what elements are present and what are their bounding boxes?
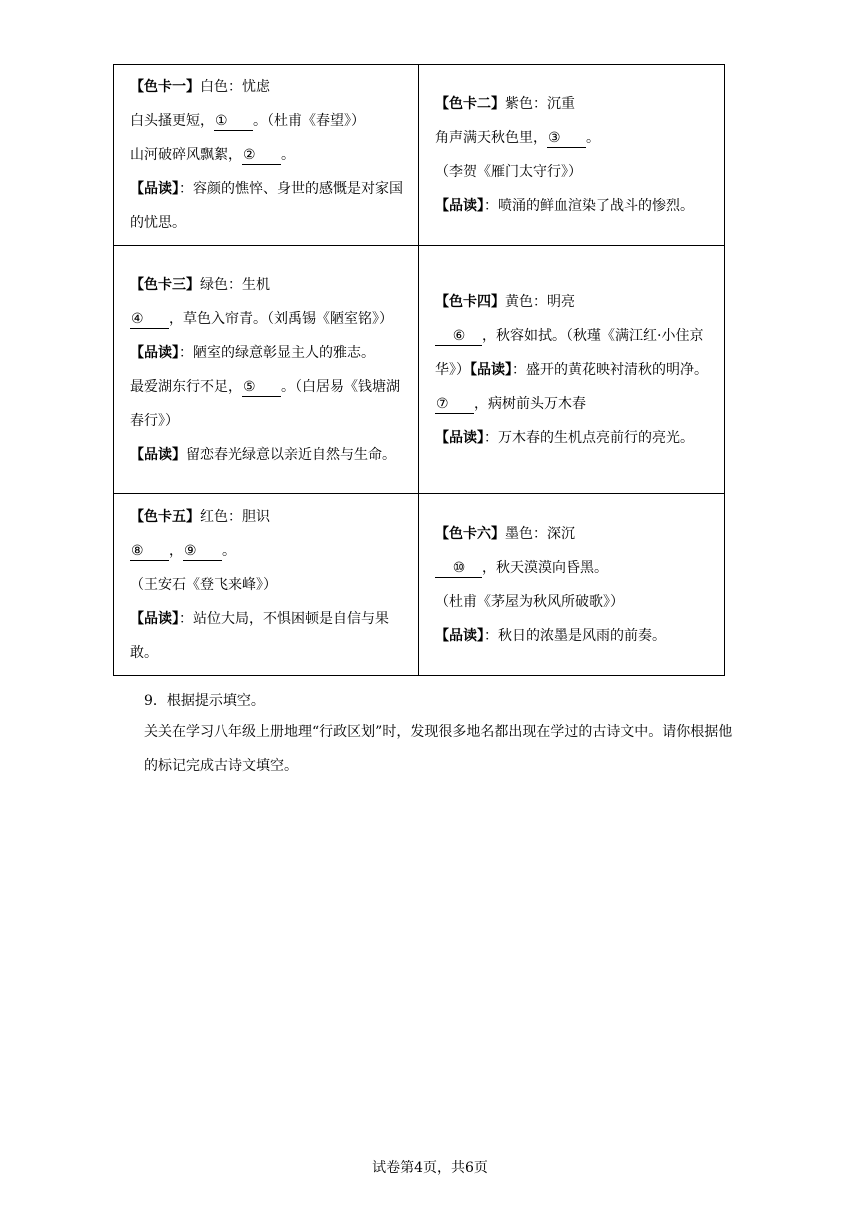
page-footer: 试卷第4页，共6页 [372,1160,488,1176]
poem-line: 最爱湖东行不足，⑤ 。（白居易《钱塘湖春行》） [130,378,400,429]
blank-1[interactable]: ① [214,112,253,131]
blank-4[interactable]: ④ [130,310,169,329]
card-header: 【色卡四】黄色：明亮 [435,293,575,310]
blank-2[interactable]: ② [242,146,281,165]
poem-line: 白头搔更短，① 。（杜甫《春望》） [130,113,365,129]
color-card-3 [114,246,419,494]
card-header: 【色卡一】白色：忧虑 [130,79,270,95]
color-card-2 [419,65,724,246]
blank-8[interactable]: ⑧ [130,542,169,561]
poem-source: （杜甫《茅屋为秋风所破歌》） [435,593,624,610]
color-card-6 [419,494,724,675]
reading-note: 【品读】：站位大局，不惧困顿是自信与果敢。 [130,610,389,661]
blank-5[interactable]: ⑤ [242,378,281,397]
reading-note: 【品读】留恋春光绿意以亲近自然与生命。 [130,446,396,463]
blank-10[interactable]: ⑩ [435,559,482,578]
poem-line: ⑥ ，秋容如拭。（秋瑾《满江红·小住京华》）【品读】：盛开的黄花映衬清秋的明净。 [435,327,708,378]
reading-note: 【品读】：容颜的憔悴、身世的感慨是对家国的忧思。 [130,181,403,231]
reading-note: 【品读】：喷涌的鲜血渲染了战斗的惨烈。 [435,198,694,214]
card-header: 【色卡二】紫色：沉重 [435,96,575,112]
blank-9[interactable]: ⑨ [183,542,222,561]
card-header: 【色卡五】红色：胆识 [130,508,270,525]
poem-source: （王安石《登飞来峰》） [130,576,277,593]
poem-line: 山河破碎风飘絮，② 。 [130,147,295,163]
poem-source: （李贺《雁门太守行》） [435,164,582,180]
poem-line: 角声满天秋色里，③ 。 [435,130,600,146]
reading-note: 【品读】：陋室的绿意彰显主人的雅志。 [130,344,375,361]
poem-line: ④ ，草色入帘青。（刘禹锡《陋室铭》） [131,310,393,327]
color-card-4 [419,246,724,494]
color-card-1 [114,65,419,246]
reading-note: 【品读】：万木春的生机点亮前行的亮光。 [435,429,694,446]
blank-7[interactable]: ⑦ [435,395,474,414]
card-header: 【色卡六】墨色：深沉 [435,525,575,542]
blank-3[interactable]: ③ [547,129,586,148]
question-number: 9．根据提示填空。 [144,693,265,709]
poem-line: ⑦ ，病树前头万木春 [436,395,586,412]
poem-line: ⑧ ，⑨ 。 [131,542,236,559]
reading-note: 【品读】：秋日的浓墨是风雨的前奏。 [435,627,666,644]
color-card-5 [114,494,419,675]
card-header: 【色卡三】绿色：生机 [130,276,270,293]
question-text: 关关在学习八年级上册地理“行政区划”时，发现很多地名都出现在学过的古诗文中。请你根据他的标记完成古诗文填空。 [144,724,733,774]
poem-line: ⑩ ，秋天漠漠向昏黑。 [435,551,714,585]
blank-6[interactable]: ⑥ [435,327,482,346]
color-card-table [113,64,725,676]
